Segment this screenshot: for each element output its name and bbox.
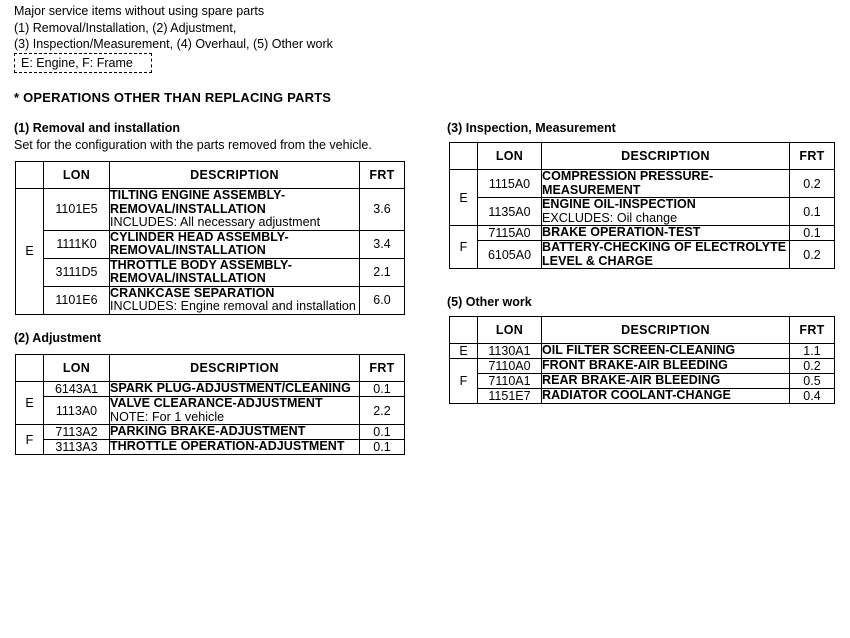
intro-line-1: Major service items without using spare parts: [14, 4, 265, 18]
table-other-work: [449, 316, 835, 404]
desc-main2: LEVEL & CHARGE: [542, 253, 653, 268]
cell-description: [110, 382, 360, 397]
cell-lon: 3111D5: [44, 258, 110, 286]
desc-main: VALVE CLEARANCE-ADJUSTMENT: [110, 396, 323, 410]
table-row: [450, 198, 835, 226]
cell-frt: 0.1: [360, 425, 405, 440]
desc-note: INCLUDES: All necessary adjustment: [110, 215, 321, 229]
cell-frt: 0.1: [790, 226, 835, 241]
desc-main: COMPRESSION PRESSURE-MEASUREMENT: [542, 169, 714, 197]
col-header-lon: LON: [478, 317, 542, 344]
table-row: [16, 286, 405, 314]
table-removal-installation: [15, 161, 405, 315]
cell-frt: 1.1: [790, 344, 835, 359]
cell-frt: 3.4: [360, 230, 405, 258]
col-header-description: DESCRIPTION: [542, 317, 790, 344]
table-row: [450, 170, 835, 198]
group-cell-f: F: [450, 226, 478, 269]
col-header-lon: LON: [44, 162, 110, 189]
cell-frt: 0.2: [790, 359, 835, 374]
col-header-group: [16, 355, 44, 382]
table-adjustment: [15, 354, 405, 455]
cell-frt: 2.1: [360, 258, 405, 286]
table-row: [16, 230, 405, 258]
cell-description: [542, 226, 790, 241]
desc-main: BATTERY-CHECKING OF ELECTROLYTE: [542, 240, 787, 254]
cell-lon: 1111K0: [44, 230, 110, 258]
cell-description: [110, 258, 360, 286]
cell-description: [110, 230, 360, 258]
group-cell-f: F: [450, 359, 478, 404]
cell-description: [542, 389, 790, 404]
table-header-row: [16, 355, 405, 382]
table-row: [450, 241, 835, 269]
cell-description: [542, 241, 790, 269]
col-header-frt: FRT: [360, 355, 405, 382]
group-cell-e: E: [16, 382, 44, 425]
desc-main: THROTTLE BODY ASSEMBLY-: [110, 257, 292, 272]
cell-frt: 0.5: [790, 374, 835, 389]
cell-frt: 6.0: [360, 286, 405, 314]
cell-lon: 1115A0: [478, 170, 542, 198]
cell-description: [542, 198, 790, 226]
group-cell-f: F: [16, 425, 44, 455]
cell-frt: 2.2: [360, 397, 405, 425]
group-cell-e: E: [450, 344, 478, 359]
table-row: [16, 397, 405, 425]
desc-main: OIL FILTER SCREEN-CLEANING: [542, 343, 736, 358]
desc-main2: REMOVAL/INSTALLATION: [110, 271, 266, 285]
intro-text: [14, 3, 333, 53]
col-header-description: DESCRIPTION: [110, 355, 360, 382]
table-row: [450, 374, 835, 389]
desc-main: THROTTLE OPERATION-ADJUSTMENT: [110, 439, 345, 454]
table-row: [16, 189, 405, 231]
cell-frt: 0.2: [790, 170, 835, 198]
cell-lon: 1113A0: [44, 397, 110, 425]
col-header-group: [450, 317, 478, 344]
cell-lon: 7110A1: [478, 374, 542, 389]
table-row: [16, 425, 405, 440]
cell-lon: 1101E5: [44, 189, 110, 231]
cell-frt: 3.6: [360, 189, 405, 231]
cell-frt: 0.1: [360, 440, 405, 455]
cell-description: [110, 397, 360, 425]
col-header-description: DESCRIPTION: [110, 162, 360, 189]
table-row: [16, 440, 405, 455]
cell-frt: 0.1: [790, 198, 835, 226]
table-header-row: [450, 317, 835, 344]
table-row: [16, 258, 405, 286]
intro-line-3: (3) Inspection/Measurement, (4) Overhaul, (5) Other work: [14, 37, 333, 51]
table-header-row: [450, 143, 835, 170]
table-inspection-measurement: [449, 142, 835, 269]
desc-main: BRAKE OPERATION-TEST: [542, 225, 701, 240]
cell-lon: 3113A3: [44, 440, 110, 455]
cell-lon: 7110A0: [478, 359, 542, 374]
cell-description: [110, 286, 360, 314]
cell-lon: 7113A2: [44, 425, 110, 440]
table-header-row: [16, 162, 405, 189]
desc-main: CRANKCASE SEPARATION: [110, 285, 275, 300]
cell-description: [542, 344, 790, 359]
cell-description: [110, 425, 360, 440]
table-row: [450, 226, 835, 241]
section-title-adjustment: (2) Adjustment: [14, 331, 102, 345]
legend-box: E: Engine, F: Frame: [14, 53, 152, 73]
table-row: [450, 389, 835, 404]
section-title-removal: (1) Removal and installation: [14, 121, 181, 135]
col-header-group: [450, 143, 478, 170]
group-cell-e: E: [450, 170, 478, 226]
table-row: [450, 359, 835, 374]
desc-main: ENGINE OIL-INSPECTION: [542, 197, 696, 211]
desc-main2: REMOVAL/INSTALLATION: [110, 201, 266, 216]
cell-description: [110, 440, 360, 455]
desc-main2: REMOVAL/INSTALLATION: [110, 243, 266, 257]
col-header-description: DESCRIPTION: [542, 143, 790, 170]
cell-lon: 6105A0: [478, 241, 542, 269]
col-header-lon: LON: [478, 143, 542, 170]
desc-main: RADIATOR COOLANT-CHANGE: [542, 388, 731, 403]
desc-main: FRONT BRAKE-AIR BLEEDING: [542, 358, 728, 373]
section-title-inspection: (3) Inspection, Measurement: [447, 121, 616, 135]
cell-lon: 1101E6: [44, 286, 110, 314]
page-title: * OPERATIONS OTHER THAN REPLACING PARTS: [14, 90, 332, 105]
cell-lon: 7115A0: [478, 226, 542, 241]
intro-line-2: (1) Removal/Installation, (2) Adjustment,: [14, 20, 237, 35]
desc-main: SPARK PLUG-ADJUSTMENT/CLEANING: [110, 381, 351, 396]
col-header-frt: FRT: [790, 143, 835, 170]
cell-frt: 0.1: [360, 382, 405, 397]
cell-lon: 1130A1: [478, 344, 542, 359]
section-subtitle-removal: Set for the configuration with the parts removed from the vehicle.: [14, 138, 372, 152]
table-row: [16, 382, 405, 397]
table-row: [450, 344, 835, 359]
desc-note: INCLUDES: Engine removal and installation: [110, 299, 356, 313]
cell-lon: 1151E7: [478, 389, 542, 404]
cell-description: [542, 170, 790, 198]
cell-description: [110, 189, 360, 231]
desc-main: PARKING BRAKE-ADJUSTMENT: [110, 424, 306, 439]
col-header-frt: FRT: [790, 317, 835, 344]
section-title-other-work: (5) Other work: [447, 295, 532, 309]
group-cell-e: E: [16, 189, 44, 315]
cell-lon: 1135A0: [478, 198, 542, 226]
desc-note: EXCLUDES: Oil change: [542, 210, 678, 225]
cell-frt: 0.2: [790, 241, 835, 269]
cell-description: [542, 374, 790, 389]
col-header-lon: LON: [44, 355, 110, 382]
cell-frt: 0.4: [790, 389, 835, 404]
cell-description: [542, 359, 790, 374]
desc-note: NOTE: For 1 vehicle: [110, 409, 225, 424]
cell-lon: 6143A1: [44, 382, 110, 397]
desc-main: CYLINDER HEAD ASSEMBLY-: [110, 229, 289, 244]
col-header-frt: FRT: [360, 162, 405, 189]
desc-main: TILTING ENGINE ASSEMBLY-: [110, 188, 286, 202]
col-header-group: [16, 162, 44, 189]
desc-main: REAR BRAKE-AIR BLEEDING: [542, 373, 721, 388]
